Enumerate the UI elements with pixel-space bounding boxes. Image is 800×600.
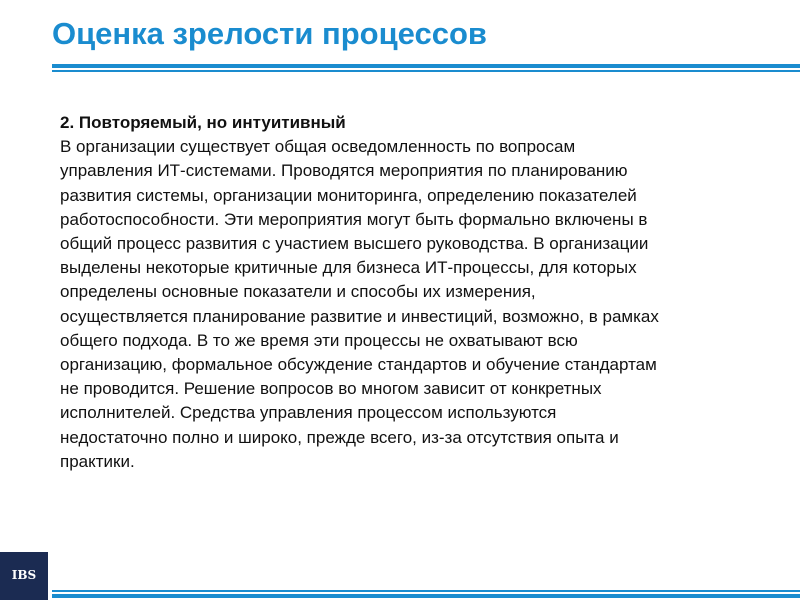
body-line-5: общий процесс развития с участием высшего руководства. В организации <box>60 234 649 254</box>
footer-divider <box>52 590 800 598</box>
body-line-2: управления ИТ-системами. Проводятся мероприятия по планированию <box>60 161 628 181</box>
ibs-logo <box>0 552 48 600</box>
body-line-11: не проводится. Решение вопросов во многом зависит от конкретных <box>60 379 602 399</box>
title-divider <box>52 64 800 73</box>
body-line-12: исполнителей. Средства управления процессом используются <box>60 403 557 423</box>
body-line-7: определены основные показатели и способы их измерения, <box>60 282 536 302</box>
body-line-14: практики. <box>60 451 135 471</box>
section-heading: 2. Повторяемый, но интуитивный <box>60 113 346 132</box>
slide-title: Оценка зрелости процессов <box>52 16 487 51</box>
footer-divider-thick <box>52 594 800 598</box>
body-line-1: В организации существует общая осведомленность по вопросам <box>60 137 576 157</box>
body-line-8: осуществляется планирование развитие и инвестиций, возможно, в рамках <box>60 306 659 326</box>
body-line-6: выделены некоторые критичные для бизнеса ИТ-процессы, для которых <box>60 258 637 278</box>
content-block <box>60 111 770 474</box>
title-divider-thin <box>52 70 800 72</box>
body-line-3: развития системы, организации мониторинга, определению показателей <box>60 185 637 205</box>
footer-divider-thin <box>52 590 800 592</box>
body-line-13: недостаточно полно и широко, прежде всего, из-за отсутствия опыта и <box>60 427 619 447</box>
body-line-10: организацию, формальное обсуждение стандартов и обучение стандартам <box>60 355 657 375</box>
title-divider-thick <box>52 64 800 68</box>
body-line-4: работоспособности. Эти мероприятия могут быть формально включены в <box>60 209 648 229</box>
logo-text: IBS <box>11 568 37 582</box>
body-line-9: общего подхода. В то же время эти процессы не охватывают всю <box>60 330 578 350</box>
